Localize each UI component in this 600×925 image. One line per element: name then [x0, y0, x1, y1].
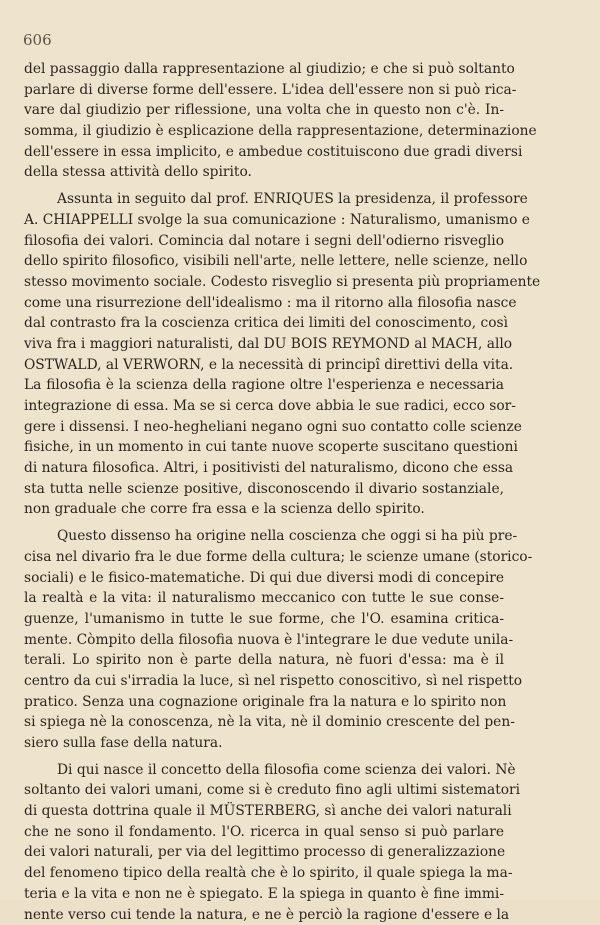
text-line: centro da cui s'irradia la luce, sì nel rispetto conoscitivo, sì nel rispetto	[24, 671, 504, 692]
text-line: gere i dissensi. I neo-hegheliani negano ogni suo contatto colle scienze	[24, 417, 504, 438]
text-line: pratico. Senza una cognazione originale fra la natura e lo spirito non	[24, 692, 504, 713]
text-line: sociali) e le fisico-matematiche. Di qui due diversi modi di concepire	[24, 568, 504, 589]
text-line: terali. Lo spirito non è parte della natura, nè fuori d'essa: ma è il	[24, 650, 504, 671]
text-line: OSTWALD, al VERWORN, e la necessità di principî direttivi della vita.	[24, 355, 504, 376]
text-line: stesso movimento sociale. Codesto risveglio si presenta più propriamente	[24, 272, 504, 293]
text-line: vare dal giudizio per riflessione, una volta che in questo non c'è. In-	[24, 100, 504, 121]
text-line: dello spirito filosofico, visibili nell'arte, nelle lettere, nelle scienze, nello	[24, 251, 504, 272]
paragraph	[24, 59, 504, 183]
text-line: Questo dissenso ha origine nella coscienza che oggi si ha più pre-	[24, 526, 504, 547]
paragraph	[24, 526, 504, 754]
text-line: fisiche, in un momento in cui tante nuove scoperte suscitano questioni	[24, 437, 504, 458]
text-line: teria e la vita e non ne è spiegato. E la spiega in quanto è fine immi-	[24, 884, 504, 905]
text-line: Assunta in seguito dal prof. ENRIQUES la presidenza, il professore	[24, 189, 504, 210]
page-number: 606	[23, 31, 52, 49]
text-line: di questa dottrina quale il MÜSTERBERG, sì anche dei valori naturali	[24, 801, 504, 822]
text-line: come una risurrezione dell'idealismo : ma il ritorno alla filosofia nasce	[24, 293, 504, 314]
text-line: che ne sono il fondamento. l'O. ricerca in qual senso si può parlare	[24, 822, 504, 843]
text-line: del fenomeno tipico della realtà che è lo spirito, il quale spiega la ma-	[24, 863, 504, 884]
paragraph	[24, 760, 504, 925]
text-line: La filosofia è la scienza della ragione oltre l'esperienza e necessaria	[24, 375, 504, 396]
text-line: nente verso cui tende la natura, e ne è perciò la ragione d'essere e la	[24, 905, 504, 925]
paragraph	[24, 189, 504, 520]
text-line: soltanto dei valori umani, come si è creduto fino agli ultimi sistematori	[24, 780, 504, 801]
text-line: della stessa attività dello spirito.	[24, 162, 504, 183]
text-line: integrazione di essa. Ma se si cerca dove abbia le sue radici, ecco sor-	[24, 396, 504, 417]
text-line: parlare di diverse forme dell'essere. L'idea dell'essere non si può rica-	[24, 80, 504, 101]
text-line: del passaggio dalla rappresentazione al giudizio; e che si può soltanto	[24, 59, 504, 80]
text-line: A. CHIAPPELLI svolge la sua comunicazione : Naturalismo, umanismo e	[24, 210, 504, 231]
text-line: siero sulla fase della natura.	[24, 733, 504, 754]
text-line: non graduale che corre fra essa e la scienza dello spirito.	[24, 499, 504, 520]
text-line: mente. Còmpito della filosofia nuova è l'integrare le due vedute unila-	[24, 630, 504, 651]
text-line: Di qui nasce il concetto della filosofia come scienza dei valori. Nè	[24, 760, 504, 781]
text-line: dell'essere in essa implicito, e ambedue costituiscono due gradi diversi	[24, 142, 504, 163]
text-line: dei valori naturali, per via del legittimo processo di generalizzazione	[24, 842, 504, 863]
text-line: dal contrasto fra la coscienza critica dei limiti del conoscimento, così	[24, 313, 504, 334]
text-line: la realtà e la vita: il naturalismo meccanico con tutte le sue conse-	[24, 588, 504, 609]
text-line: viva fra i maggiori naturalisti, dal DU BOIS REYMOND al MACH, allo	[24, 334, 504, 355]
body-text	[24, 59, 504, 925]
text-line: si spiega nè la conoscenza, nè la vita, nè il dominio crescente del pen-	[24, 712, 504, 733]
text-line: guenze, l'umanismo in tutte le sue forme, che l'O. esamina critica-	[24, 609, 504, 630]
text-line: cisa nel divario fra le due forme della cultura; le scienze umane (storico-	[24, 547, 504, 568]
text-line: di natura filosofica. Altri, i positivisti del naturalismo, dicono che essa	[24, 458, 504, 479]
text-line: filosofia dei valori. Comincia dal notare i segni dell'odierno risveglio	[24, 231, 504, 252]
text-line: sta tutta nelle scienze positive, disconoscendo il divario sostanziale,	[24, 479, 504, 500]
text-line: somma, il giudizio è esplicazione della rappresentazione, determinazione	[24, 121, 504, 142]
